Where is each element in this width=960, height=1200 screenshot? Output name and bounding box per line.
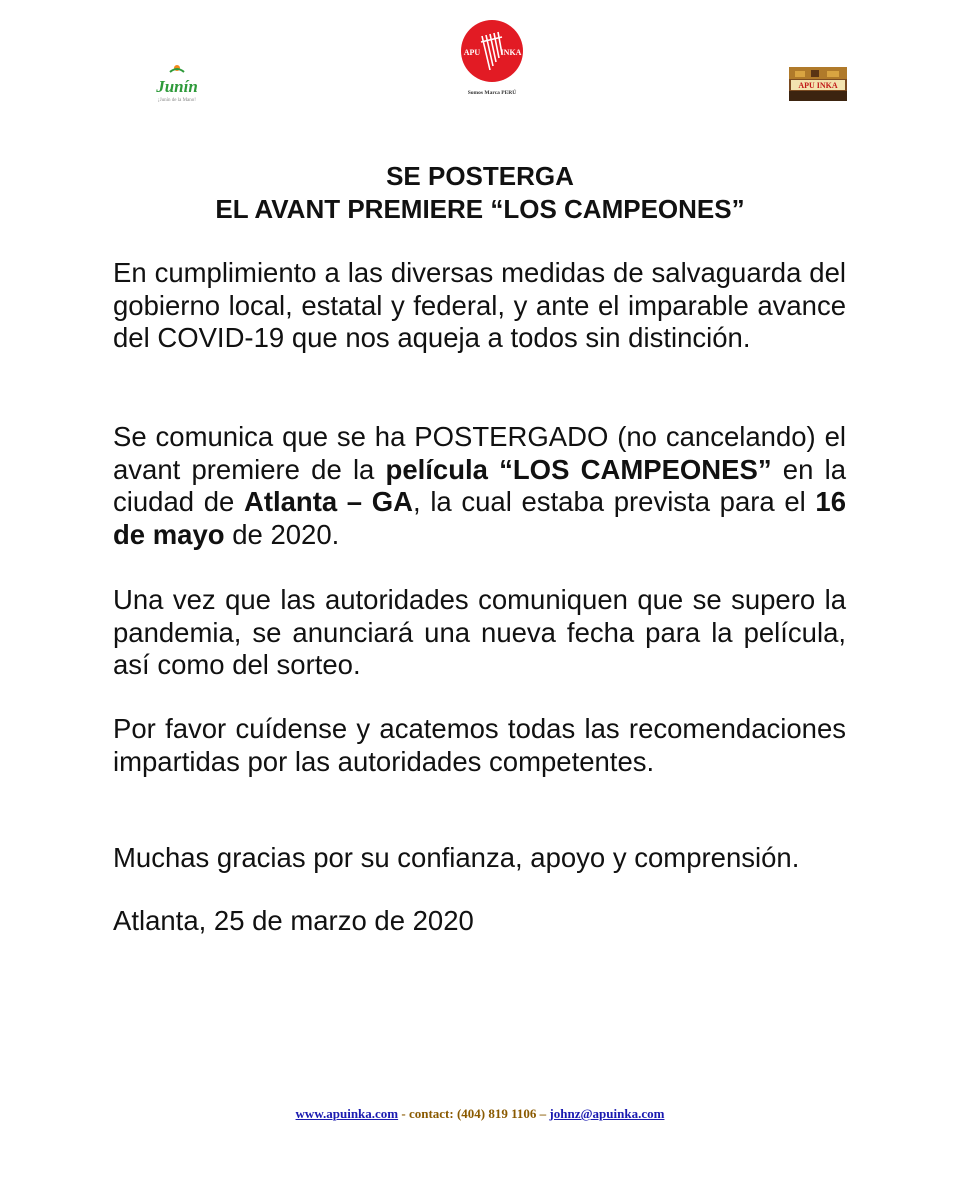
p2-city: Atlanta – GA <box>243 486 414 517</box>
apu-inka-logo-text-right: INKA <box>500 48 522 57</box>
p2-date: 16 de mayo <box>113 486 847 550</box>
junin-logo <box>148 62 206 104</box>
paragraph-recommendations: Por favor cuídense y acatemos todas las recomendaciones impartidas por las autoridades competentes. <box>113 713 846 777</box>
website-link[interactable]: www.apuinka.com <box>295 1106 399 1121</box>
apu-inka-logo-subtitle: Somos Marca PERÚ <box>467 90 517 96</box>
p2-text-4: de 2020. <box>224 518 340 550</box>
contact-text: - contact: (404) 819 1106 – <box>398 1106 550 1121</box>
apu-inka-banner-text: APU INKA <box>798 81 838 90</box>
title-line-1: SE POSTERGA <box>386 161 574 191</box>
paragraph-announcement <box>113 421 846 551</box>
date-line: Atlanta, 25 de marzo de 2020 <box>113 905 474 936</box>
paragraph-thanks: Muchas gracias por su confianza, apoyo y comprensión. <box>113 842 800 873</box>
junin-logo-text: Junín <box>156 77 198 96</box>
document-title <box>0 160 960 226</box>
p2-text-3: , la cual estaba prevista para el <box>413 486 816 517</box>
paragraph-new-date: Una vez que las autoridades comuniquen que se supero la pandemia, se anunciará una nueva fecha para la película, así como del sorteo. <box>113 584 846 680</box>
p2-film-name: película “LOS CAMPEONES” <box>385 453 772 485</box>
email-link[interactable]: johnz@apuinka.com <box>549 1106 665 1121</box>
p2-text-1: Se comunica que se ha POSTERGADO (no cancelando) el avant premiere de la <box>113 421 846 485</box>
apu-inka-logo-text-left: APU <box>463 48 481 57</box>
junin-logo-tagline: ¡Junín de la Mano! <box>158 98 196 103</box>
p2-text-2: en la ciudad de <box>113 453 846 517</box>
footer <box>0 1106 960 1122</box>
apu-inka-logo <box>456 18 528 100</box>
paragraph-measures: En cumplimiento a las diversas medidas de salvaguarda del gobierno local, estatal y federal, y ante el imparable avance del COVID-19 que nos aqueja a todos sin distinción. <box>113 257 846 353</box>
title-line-2: EL AVANT PREMIERE “LOS CAMPEONES” <box>215 194 745 224</box>
apu-inka-banner-logo <box>789 67 847 101</box>
